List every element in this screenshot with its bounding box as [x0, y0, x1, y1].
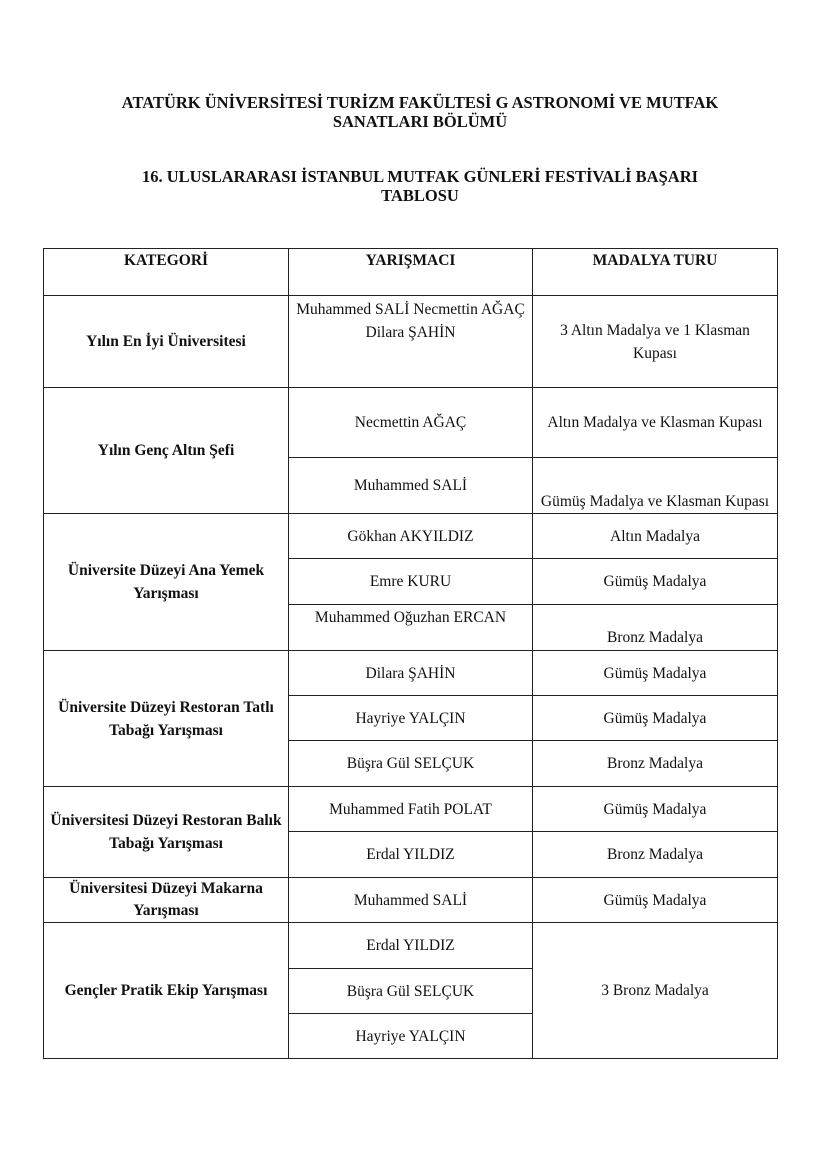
- medal-cell: Gümüş Madalya: [532, 650, 778, 696]
- contestant-cell: Büşra Gül SELÇUK: [288, 740, 533, 787]
- contestant-cell: Muhammed SALİ Necmettin AĞAÇ Dilara ŞAHİN: [288, 295, 533, 388]
- contestant-cell: Erdal YILDIZ: [288, 831, 533, 878]
- document-subtitle: [60, 167, 780, 205]
- category-cell: Üniversitesi Düzeyi Makarna Yarışması: [43, 877, 289, 923]
- medal-cell: Gümüş Madalya: [532, 786, 778, 832]
- contestant-cell: Dilara ŞAHİN: [288, 650, 533, 696]
- category-cell: Yılın Genç Altın Şefi: [43, 387, 289, 514]
- column-header-category: KATEGORİ: [43, 248, 289, 296]
- medal-cell: Gümüş Madalya ve Klasman Kupası: [532, 457, 778, 514]
- category-cell: Üniversite Düzeyi Restoran Tatlı Tabağı Yarışması: [43, 650, 289, 787]
- title-line-1: ATATÜRK ÜNİVERSİTESİ TURİZM FAKÜLTESİ G ASTRONOMİ VE MUTFAK: [121, 93, 719, 112]
- contestant-cell: Hayriye YALÇIN: [288, 1013, 533, 1059]
- category-cell: Gençler Pratik Ekip Yarışması: [43, 922, 289, 1059]
- medal-cell: Gümüş Madalya: [532, 877, 778, 923]
- column-header-medal: MADALYA TURU: [532, 248, 778, 296]
- medal-cell: Bronz Madalya: [532, 831, 778, 878]
- medal-cell: Gümüş Madalya: [532, 695, 778, 741]
- medal-cell: 3 Altın Madalya ve 1 Klasman Kupası: [532, 295, 778, 388]
- medal-cell: Altın Madalya ve Klasman Kupası: [532, 387, 778, 458]
- contestant-cell: Muhammed Oğuzhan ERCAN: [288, 604, 533, 651]
- contestant-cell: Emre KURU: [288, 558, 533, 605]
- category-cell: Yılın En İyi Üniversitesi: [43, 295, 289, 388]
- medal-cell: Bronz Madalya: [532, 604, 778, 651]
- document-title: [60, 93, 780, 131]
- medal-cell: 3 Bronz Madalya: [532, 922, 778, 1059]
- category-cell: Üniversite Düzeyi Ana Yemek Yarışması: [43, 513, 289, 651]
- subtitle-line-1: 16. ULUSLARARASI İSTANBUL MUTFAK GÜNLERİ FESTİVALİ BAŞARI: [141, 167, 699, 186]
- contestant-cell: Hayriye YALÇIN: [288, 695, 533, 741]
- category-cell: Üniversitesi Düzeyi Restoran Balık Tabağı Yarışması: [43, 786, 289, 878]
- title-line-2: SANATLARI BÖLÜMÜ: [332, 112, 508, 131]
- medal-cell: Bronz Madalya: [532, 740, 778, 787]
- column-header-contestant: YARIŞMACI: [288, 248, 533, 296]
- contestant-cell: Erdal YILDIZ: [288, 922, 533, 969]
- medal-cell: Altın Madalya: [532, 513, 778, 559]
- medal-cell: Gümüş Madalya: [532, 558, 778, 605]
- contestant-cell: Muhammed SALİ: [288, 877, 533, 923]
- contestant-cell: Necmettin AĞAÇ: [288, 387, 533, 458]
- contestant-cell: Gökhan AKYILDIZ: [288, 513, 533, 559]
- subtitle-line-2: TABLOSU: [381, 186, 459, 205]
- contestant-cell: Muhammed SALİ: [288, 457, 533, 514]
- contestant-cell: Muhammed Fatih POLAT: [288, 786, 533, 832]
- contestant-cell: Büşra Gül SELÇUK: [288, 968, 533, 1014]
